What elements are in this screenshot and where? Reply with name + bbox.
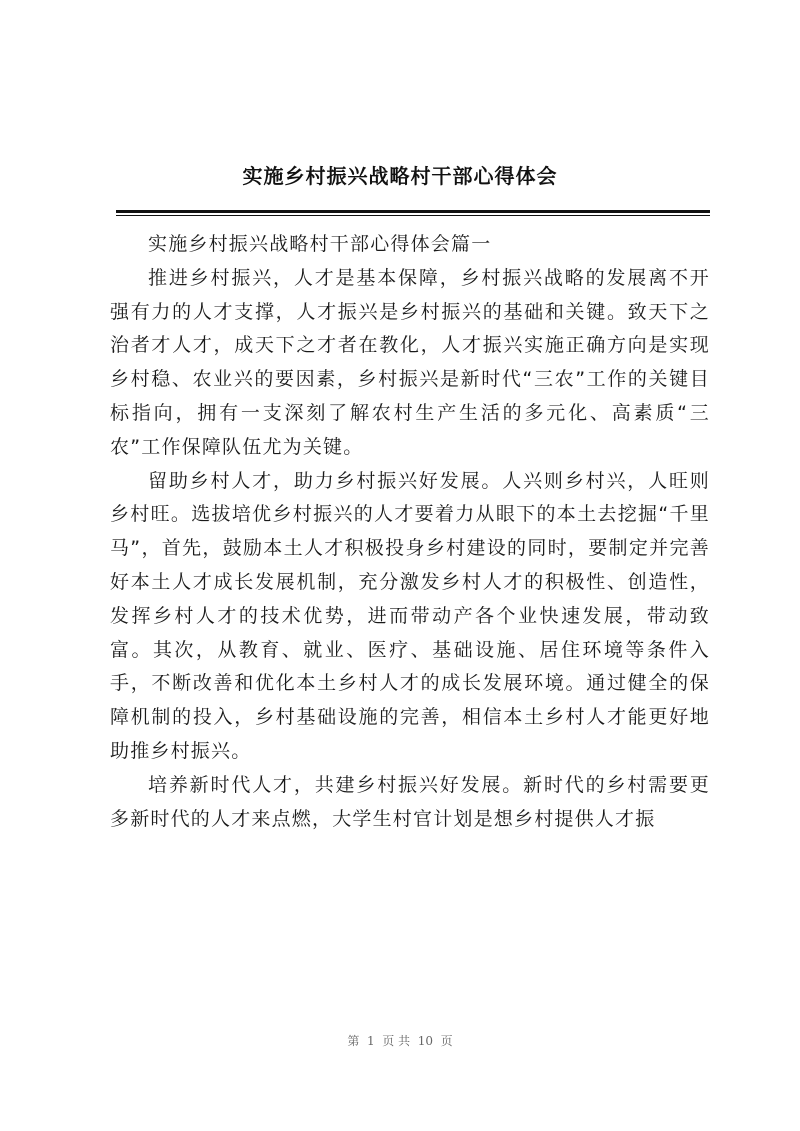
title-rule-thin — [116, 215, 710, 216]
paragraph-3: 培养新时代人才，共建乡村振兴好发展。新时代的乡村需要更多新时代的人才来点燃，大学生村官计划是想乡村提供人才振 — [110, 773, 710, 830]
document-body — [110, 228, 710, 836]
title-rule-thick — [116, 210, 710, 213]
page-footer: 第 1 页 共 10 页 — [347, 1034, 453, 1048]
paragraph-1: 推进乡村振兴，人才是基本保障，乡村振兴战略的发展离不开强有力的人才支撑，人才振兴是乡村振兴的基础和关键。致天下之治者才人才，成天下之才者在教化，人才振兴实施正确方向是实现乡村稳、农业兴的要因素，乡村振兴是新时代“三农”工作的关键目标指向，拥有一支深刻了解农村生产生活的多元化、高素质“三农”工作保障队伍尤为关键。 — [110, 266, 710, 458]
section-heading: 实施乡村振兴战略村干部心得体会篇一 — [148, 233, 492, 255]
document-title: 实施乡村振兴战略村干部心得体会 — [242, 164, 558, 188]
paragraph-2: 留助乡村人才，助力乡村振兴好发展。人兴则乡村兴，人旺则乡村旺。选拔培优乡村振兴的人才要着力从眼下的本土去挖掘“千里马”，首先，鼓励本土人才积极投身乡村建设的同时，要制定并完善好本土人才成长发展机制，充分激发乡村人才的积极性、创造性，发挥乡村人才的技术优势，进而带动产各个业快速发展，带动致富。其次，从教育、就业、医疗、基础设施、居住环境等条件入手，不断改善和优化本土乡村人才的成长发展环境。通过健全的保障机制的投入，乡村基础设施的完善，相信本土乡村人才能更好地助推乡村振兴。 — [110, 469, 710, 762]
